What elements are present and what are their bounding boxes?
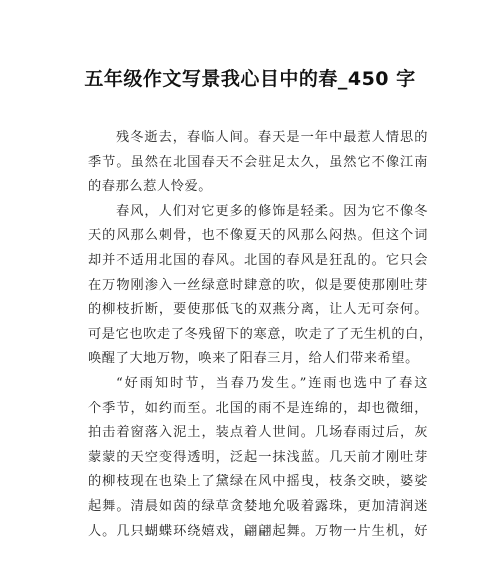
text-line: 残冬逝去，春临人间。春天是一年中最惹人情思的 — [116, 130, 428, 145]
text-line: 可是它也吹走了冬残留下的寒意，吹走了了无生机的白， — [88, 326, 433, 342]
text-line: 在万物刚渗入一丝绿意时肆意的吹，似是要使那刚吐芽 — [88, 277, 428, 293]
text-line: “好雨知时节，当春乃发生。”连雨也选中了春这 — [116, 375, 428, 391]
text-line: 人。几只蝴蝶环绕嬉戏，翩翩起舞。万物一片生机，好 — [88, 523, 428, 539]
text-line: 个季节，如约而至。北国的雨不是连绵的，却也微细， — [88, 400, 428, 416]
text-line: 唤醒了大地万物，唤来了阳春三月，给人们带来希望。 — [88, 351, 419, 367]
text-line: 起舞。清晨如茵的绿草贪婪地允吸着露珠，更加清润迷 — [88, 498, 428, 514]
text-line: 季节。虽然在北国春天不会驻足太久，虽然它不像江南 — [88, 154, 428, 170]
text-line: 春风，人们对它更多的修饰是轻柔。因为它不像冬 — [116, 203, 428, 219]
essay-body — [88, 126, 433, 544]
text-line: 的柳枝现在也染上了黛绿在风中摇曳，枝条交映，婆娑 — [88, 474, 428, 490]
text-line: 天的风那么刺骨，也不像夏天的风那么闷热。但这个词 — [88, 228, 428, 244]
text-line: 拍击着窗落入泥土，装点着人世间。几场春雨过后，灰 — [88, 425, 428, 441]
text-line: 蒙蒙的天空变得透明，泛起一抹浅蓝。几天前才刚吐芽 — [88, 449, 428, 465]
document-title: 五年级作文写景我心目中的春_450 字 — [84, 68, 416, 90]
text-line: 却并不适用北国的春风。北国的春风是狂乱的。它只会 — [88, 252, 428, 268]
text-line: 的春那么惹人怜爱。 — [88, 179, 213, 195]
text-line: 的柳枝折断，要使那低飞的双燕分离，让人无可奈何。 — [88, 302, 428, 318]
